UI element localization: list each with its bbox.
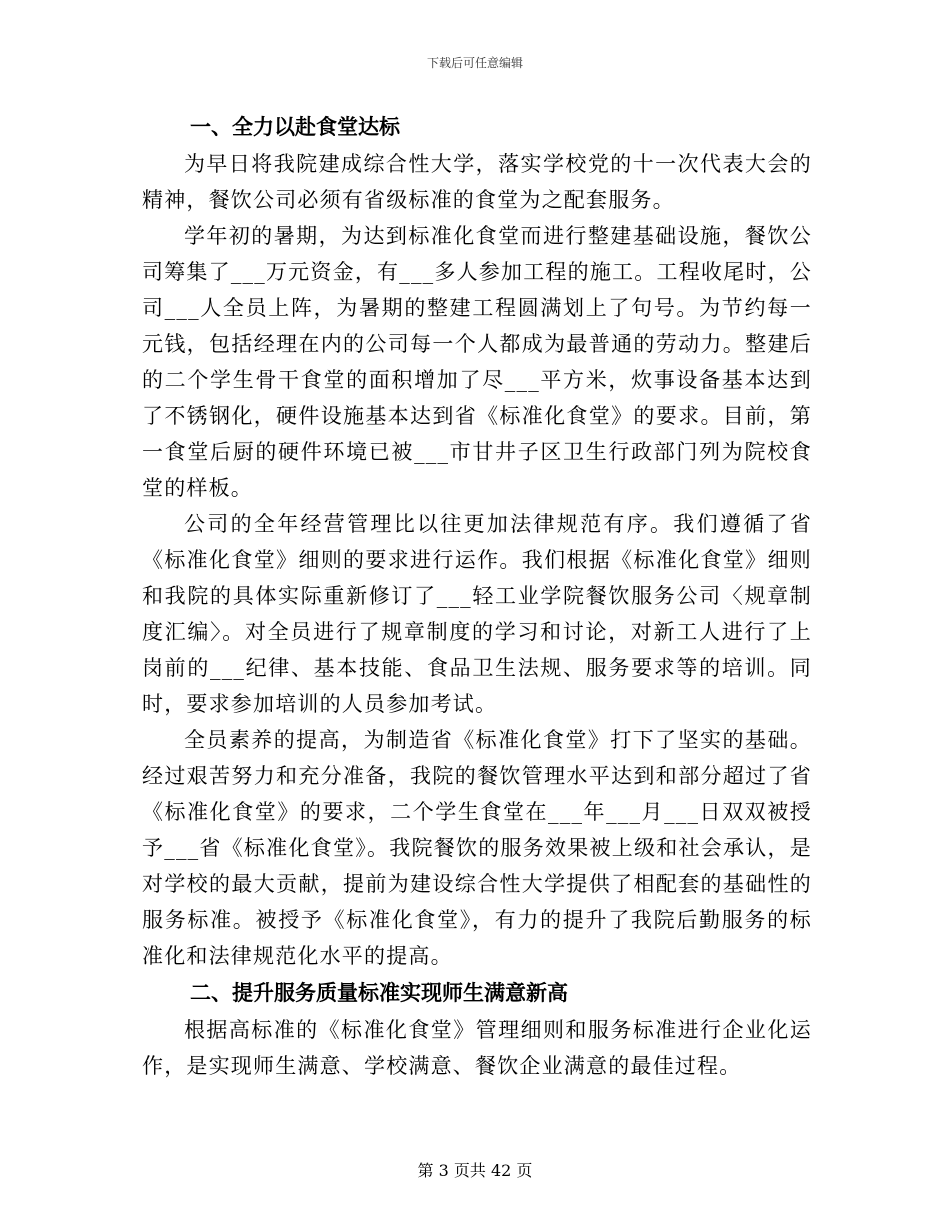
paragraph: 学年初的暑期，为达到标准化食堂而进行整建基础设施，餐饮公司筹集了___万元资金，有___多人参加工程的施工。工程收尾时，公司___人全员上阵，为暑期的整建工程圆满划上了句号。为节约每一元钱，包括经理在内的公司每一个人都成为最普通的劳动力。整建后的二个学生骨干食堂的面积增加了尽___平方米，炊事设备基本达到了不锈钢化，硬件设施基本达到省《标准化食堂》的要求。目前，第一食堂后厨的硬件环境已被___市甘井子区卫生行政部门列为院校食堂的样板。	[142, 224, 812, 500]
page-number-footer: 第 3 页共 42 页	[417, 1161, 533, 1180]
paragraph: 为早日将我院建成综合性大学，落实学校党的十一次代表大会的精神，餐饮公司必须有省级标准的食堂为之配套服务。	[142, 152, 812, 212]
section-heading-2: 二、提升服务质量标准实现师生满意新高	[190, 981, 568, 1005]
document-body	[142, 108, 812, 1084]
header-note: 下载后可任意编辑	[426, 56, 523, 70]
section-heading-1: 一、全力以赴食堂达标	[190, 115, 400, 139]
paragraph: 根据高标准的《标准化食堂》管理细则和服务标准进行企业化运作，是实现师生满意、学校满意、餐饮企业满意的最佳过程。	[142, 1018, 812, 1078]
paragraph: 公司的全年经营管理比以往更加法律规范有序。我们遵循了省《标准化食堂》细则的要求进行运作。我们根据《标准化食堂》细则和我院的具体实际重新修订了___轻工业学院餐饮服务公司〈规章制度汇编〉。对全员进行了规章制度的学习和讨论，对新工人进行了上岗前的___纪律、基本技能、食品卫生法规、服务要求等的培训。同时，要求参加培训的人员参加考试。	[142, 512, 812, 716]
paragraph: 全员素养的提高，为制造省《标准化食堂》打下了坚实的基础。经过艰苦努力和充分准备，我院的餐饮管理水平达到和部分超过了省《标准化食堂》的要求，二个学生食堂在___年___月___日双双被授予___省《标准化食堂》。我院餐饮的服务效果被上级和社会承认，是对学校的最大贡献，提前为建设综合性大学提供了相配套的基础性的服务标准。被授予《标准化食堂》，有力的提升了我院后勤服务的标准化和法律规范化水平的提高。	[142, 728, 812, 968]
